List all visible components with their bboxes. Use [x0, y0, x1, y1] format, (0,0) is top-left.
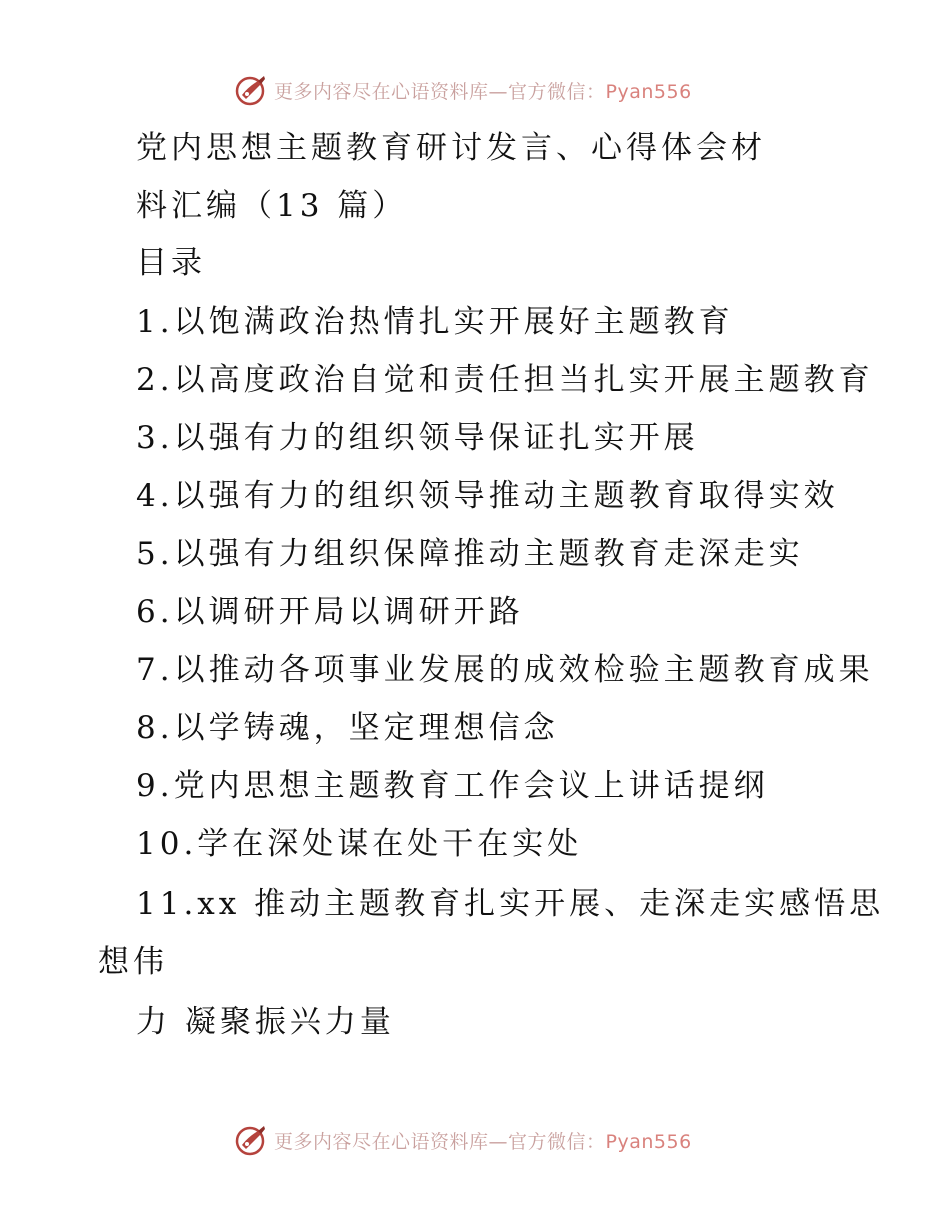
- toc-item: 1.以饱满政治热情扎实开展好主题教育: [136, 304, 734, 340]
- watermark-wechat-id: Pyan556: [605, 80, 692, 103]
- watermark-wechat-id: Pyan556: [605, 1130, 692, 1153]
- toc-item-continuation: 力 凝聚振兴力量: [136, 1004, 395, 1040]
- pen-logo-icon: [234, 1123, 268, 1157]
- toc-item: 5.以强有力组织保障推动主题教育走深走实: [136, 536, 804, 572]
- toc-item: 10.学在深处谋在处干在实处: [136, 826, 583, 862]
- watermark-prefix: 更多内容尽在心语资料库—官方微信：: [274, 1130, 606, 1153]
- toc-item-wrap: 想伟: [98, 944, 168, 980]
- toc-item: 11.xx 推动主题教育扎实开展、走深走实感悟思: [136, 886, 885, 922]
- watermark-footer: [234, 1122, 754, 1158]
- watermark-text: [274, 77, 692, 104]
- toc-item: 4.以强有力的组织领导推动主题教育取得实效: [136, 478, 839, 514]
- toc-item: 2.以高度政治自觉和责任担当扎实开展主题教育: [136, 362, 874, 398]
- watermark-text: [274, 1127, 692, 1154]
- doc-title-line-2: 料汇编（13 篇）: [136, 188, 408, 224]
- pen-logo-icon: [234, 73, 268, 107]
- toc-item: 6.以调研开局以调研开路: [136, 594, 524, 630]
- toc-item: 7.以推动各项事业发展的成效检验主题教育成果: [136, 652, 874, 688]
- toc-item: 3.以强有力的组织领导保证扎实开展: [136, 420, 699, 456]
- watermark-header: [234, 72, 754, 108]
- doc-title-line-1: 党内思想主题教育研讨发言、心得体会材: [136, 130, 766, 166]
- toc-heading: 目录: [136, 245, 206, 281]
- toc-item: 8.以学铸魂，坚定理想信念: [136, 710, 559, 746]
- toc-item: 9.党内思想主题教育工作会议上讲话提纲: [136, 768, 769, 804]
- watermark-prefix: 更多内容尽在心语资料库—官方微信：: [274, 80, 606, 103]
